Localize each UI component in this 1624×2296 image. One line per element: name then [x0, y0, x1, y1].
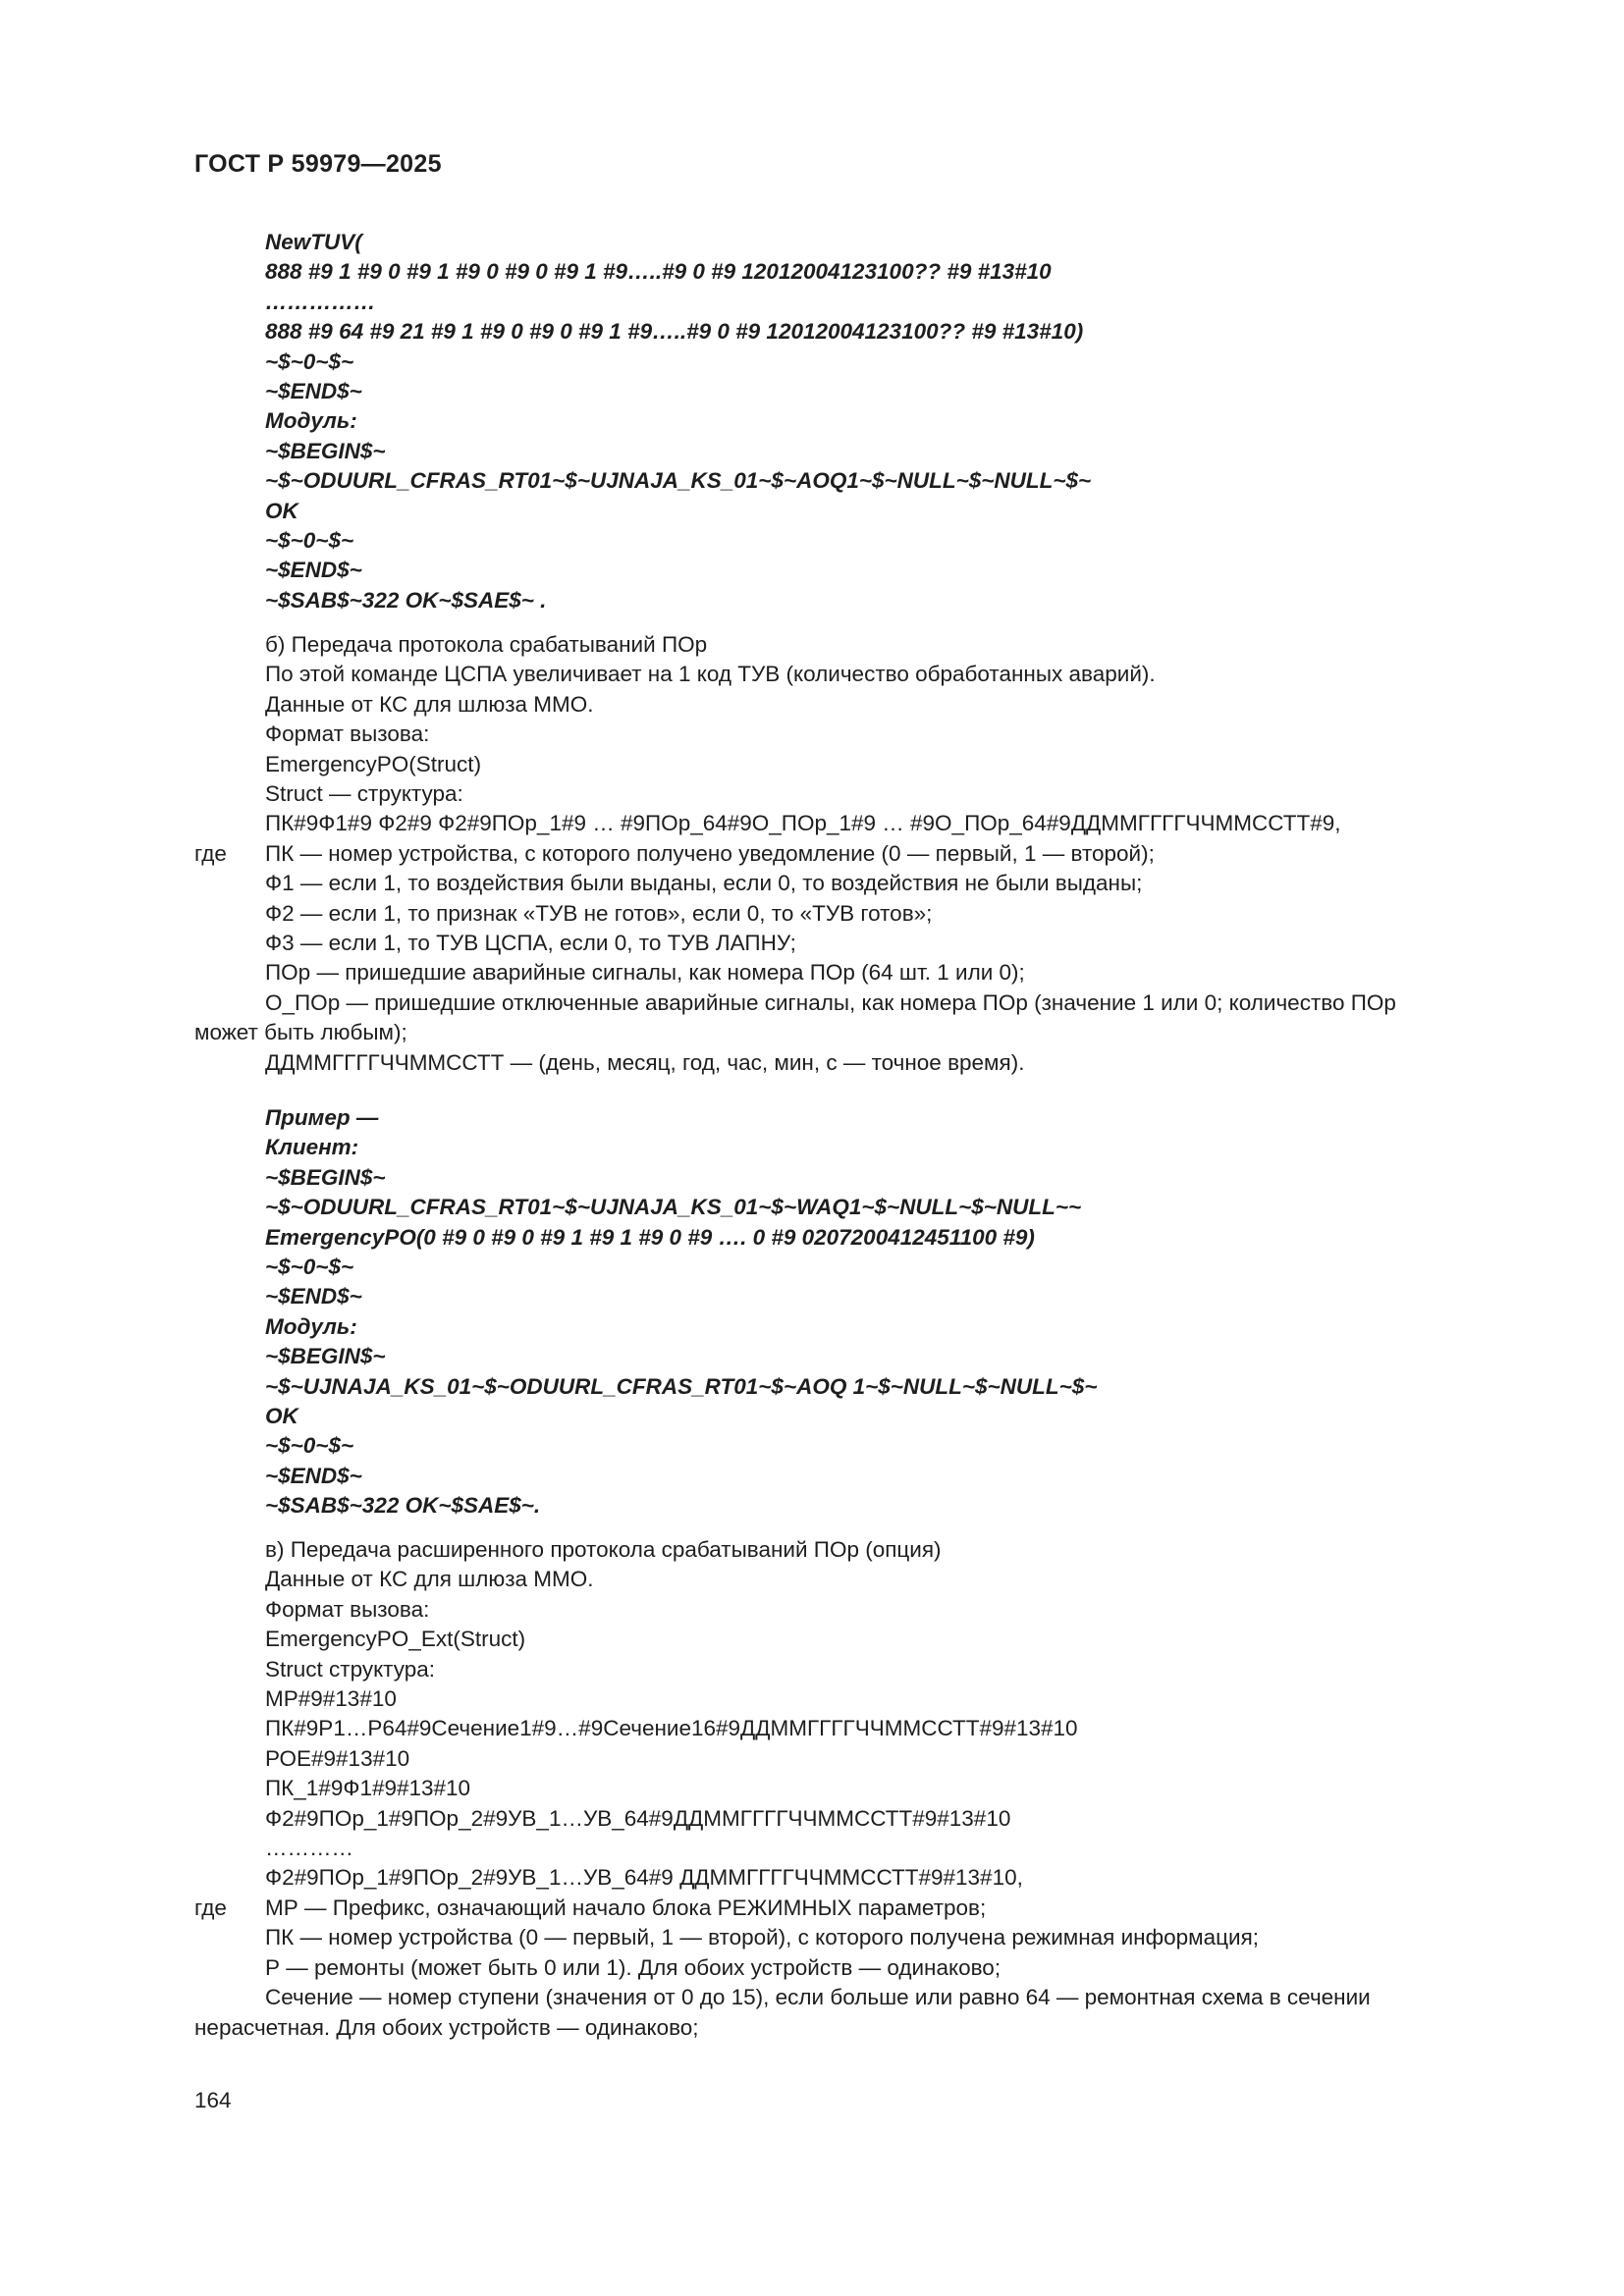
code-block-newtuv [194, 228, 1600, 615]
section-b [194, 630, 1530, 1078]
page-number: 164 [194, 2088, 232, 2112]
section-v-line: ПК#9Р1…Р64#9Сечение1#9…#9Сечение16#9ДДММГГГГЧЧММССТТ#9#13#10 [265, 1716, 1078, 1741]
section-b-line: EmergencyPO(Struct) [265, 751, 482, 776]
code-line: ~$~ODUURL_CFRAS_RT01~$~UJNAJA_KS_01~$~AOQ1~$~NULL~$~NULL~$~ [265, 468, 1092, 494]
code-line: Модуль: [265, 408, 357, 434]
section-v [194, 1535, 1530, 2043]
where-definition: Р — ремонты (может быть 0 или 1). Для обоих устройств — одинаково; [265, 1954, 1001, 1980]
code-line: ~$SAB$~322 OK~$SAE$~. [265, 1493, 541, 1519]
section-b-line: Формат вызова: [265, 721, 430, 747]
where-definition: Ф1 — если 1, то воздействия были выданы, если 0, то воздействия не были выданы; [265, 871, 1143, 896]
section-b-line: Данные от КС для шлюза ММО. [265, 691, 594, 717]
where-definition: Сечение — номер ступени (значения от 0 до 15), если больше или равно 64 — ремонтная схема в сечении [265, 1985, 1371, 2010]
section-v-line: в) Передача расширенного протокола срабатываний ПОр (опция) [265, 1537, 942, 1562]
section-v-line: Ф2#9ПОр_1#9ПОр_2#9УВ_1…УВ_64#9 ДДММГГГГЧЧММССТТ#9#13#10, [265, 1865, 1023, 1891]
code-line: ~$SAB$~322 OK~$SAE$~ . [265, 587, 547, 613]
code-line: Модуль: [265, 1313, 357, 1339]
where-definition: Ф2 — если 1, то признак «ТУВ не готов», если 0, то «ТУВ готов»; [265, 900, 933, 926]
code-line: ~$END$~ [265, 1463, 362, 1488]
where-definition: МР — Префикс, означающий начало блока РЕЖИМНЫХ параметров; [265, 1895, 987, 1920]
code-line: ~$~0~$~ [265, 1433, 354, 1459]
where-label: где [194, 840, 227, 866]
code-line: Клиент: [265, 1135, 359, 1160]
section-v-line: РОЕ#9#13#10 [265, 1745, 410, 1771]
code-line: ~$~ODUURL_CFRAS_RT01~$~UJNAJA_KS_01~$~WAQ1~$~NULL~$~NULL~~ [265, 1195, 1082, 1220]
section-v-line: ………… [265, 1836, 353, 1861]
code-line: 888 #9 64 #9 21 #9 1 #9 0 #9 0 #9 1 #9…..#9 0 #9 12012004123100?? #9 #13#10) [265, 319, 1084, 345]
section-b-line: Struct — структура: [265, 781, 463, 807]
code-line: …………… [265, 289, 376, 314]
section-v-line: ПК_1#9Ф1#9#13#10 [265, 1776, 471, 1801]
code-line: EmergencyPO(0 #9 0 #9 0 #9 1 #9 1 #9 0 #9 …. 0 #9 0207200412451100 #9) [265, 1224, 1035, 1250]
where-definition: Ф3 — если 1, то ТУВ ЦСПА, если 0, то ТУВ ЛАПНУ; [265, 931, 796, 956]
code-line: NewTUV( [265, 230, 362, 254]
where-definition: ПОр — пришедшие аварийные сигналы, как номера ПОр (64 шт. 1 или 0); [265, 960, 1025, 986]
code-line: ~$~UJNAJA_KS_01~$~ODUURL_CFRAS_RT01~$~AOQ 1~$~NULL~$~NULL~$~ [265, 1373, 1098, 1399]
where-definition-continued: может быть любым); [194, 1020, 407, 1045]
code-line: OK [265, 1404, 298, 1429]
code-line: ~$END$~ [265, 558, 362, 583]
where-first-line [194, 839, 1530, 869]
code-line: ~$~0~$~ [265, 348, 354, 374]
where-label: где [194, 1895, 227, 1920]
code-line: ~$~0~$~ [265, 1255, 354, 1280]
code-line: OK [265, 498, 298, 523]
section-b-line: ПК#9Ф1#9 Ф2#9 Ф2#9ПОр_1#9 … #9ПОр_64#9О_ПОр_1#9 … #9О_ПОр_64#9ДДММГГГГЧЧММССТТ#9, [265, 811, 1341, 836]
section-b-line: По этой команде ЦСПА увеличивает на 1 код ТУВ (количество обработанных аварий). [265, 662, 1156, 687]
document-header: ГОСТ Р 59979—2025 [194, 150, 442, 178]
code-block-example [194, 1103, 1600, 1522]
where-definition: ПК — номер устройства, с которого получено уведомление (0 — первый, 1 — второй); [265, 840, 1155, 866]
section-v-line: Struct структура: [265, 1656, 436, 1682]
where-definition: ПК — номер устройства (0 — первый, 1 — второй), с которого получена режимная информация; [265, 1925, 1260, 1950]
code-line: 888 #9 1 #9 0 #9 1 #9 0 #9 0 #9 1 #9…..#9 0 #9 12012004123100?? #9 #13#10 [265, 259, 1052, 285]
code-line: ~$BEGIN$~ [265, 438, 386, 463]
section-b-line: б) Передача протокола срабатываний ПОр [265, 632, 708, 657]
code-line: ~$BEGIN$~ [265, 1164, 386, 1190]
section-v-line: МР#9#13#10 [265, 1686, 397, 1712]
code-line: ~$BEGIN$~ [265, 1344, 386, 1369]
code-line: ~$END$~ [265, 1284, 362, 1309]
code-line: Пример — [265, 1105, 379, 1130]
code-line: ~$END$~ [265, 379, 362, 404]
where-first-line [194, 1894, 1530, 1923]
section-v-line: Данные от КС для шлюза ММО. [265, 1567, 594, 1592]
section-v-line: EmergencyPO_Ext(Struct) [265, 1627, 526, 1652]
section-v-line: Ф2#9ПОр_1#9ПОр_2#9УВ_1…УВ_64#9ДДММГГГГЧЧММССТТ#9#13#10 [265, 1805, 1011, 1831]
where-definition-continued: нерасчетная. Для обоих устройств — одинаково; [194, 2014, 699, 2040]
where-definition: О_ПОр — пришедшие отключенные аварийные сигналы, как номера ПОр (значение 1 или 0; количество ПОр [265, 989, 1396, 1015]
code-line: ~$~0~$~ [265, 528, 354, 554]
where-definition: ДДММГГГГЧЧММССТТ — (день, месяц, год, час, мин, с — точное время). [265, 1049, 1025, 1075]
section-v-line: Формат вызова: [265, 1596, 430, 1622]
